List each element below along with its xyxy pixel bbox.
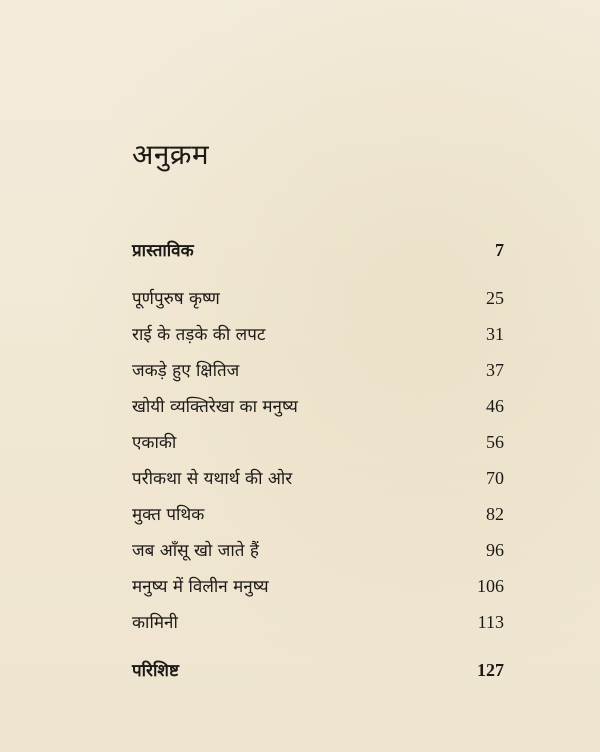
- toc-entry-label: मुक्त पथिक: [132, 505, 205, 525]
- toc-entry-page: 127: [477, 660, 504, 680]
- table-of-contents: [132, 238, 504, 694]
- toc-entry-label: राई के तड़के की लपट: [132, 325, 266, 345]
- toc-entry-page: 46: [486, 396, 504, 416]
- toc-entry-page: 31: [486, 324, 504, 344]
- toc-entry-label: जब आँसू खो जाते हैं: [132, 541, 259, 561]
- toc-entry-page: 70: [486, 468, 504, 488]
- toc-entry: [132, 466, 504, 502]
- toc-entry-page: 96: [486, 540, 504, 560]
- toc-entry: [132, 430, 504, 466]
- toc-entry: [132, 286, 504, 322]
- toc-entry-label: खोयी व्यक्तिरेखा का मनुष्य: [132, 397, 298, 417]
- toc-entry-label: मनुष्य में विलीन मनुष्य: [132, 577, 269, 597]
- toc-entry-page: 7: [495, 240, 504, 260]
- toc-entry: [132, 502, 504, 538]
- toc-entry-label: एकाकी: [132, 433, 177, 453]
- toc-entry-label: प्रास्ताविक: [132, 241, 194, 261]
- toc-entry-page: 82: [486, 504, 504, 524]
- toc-entry-page: 37: [486, 360, 504, 380]
- toc-entry-page: 106: [477, 576, 504, 596]
- toc-entry-page: 25: [486, 288, 504, 308]
- toc-entry-label: परिशिष्ट: [132, 661, 179, 681]
- toc-entry: [132, 610, 504, 646]
- toc-entry-front: [132, 238, 504, 274]
- toc-entry-label: परीकथा से यथार्थ की ओर: [132, 469, 293, 489]
- toc-entry-label: पूर्णपुरुष कृष्ण: [132, 289, 220, 309]
- toc-entry: [132, 538, 504, 574]
- toc-entry: [132, 358, 504, 394]
- toc-entry-page: 113: [477, 612, 504, 632]
- toc-entry-appendix: [132, 658, 504, 694]
- toc-entry-page: 56: [486, 432, 504, 452]
- page-title: अनुक्रम: [132, 138, 210, 171]
- toc-entry: [132, 322, 504, 358]
- toc-entry-label: जकड़े हुए क्षितिज: [132, 361, 240, 381]
- toc-entry-label: कामिनी: [132, 613, 178, 633]
- toc-entry: [132, 574, 504, 610]
- toc-entry: [132, 394, 504, 430]
